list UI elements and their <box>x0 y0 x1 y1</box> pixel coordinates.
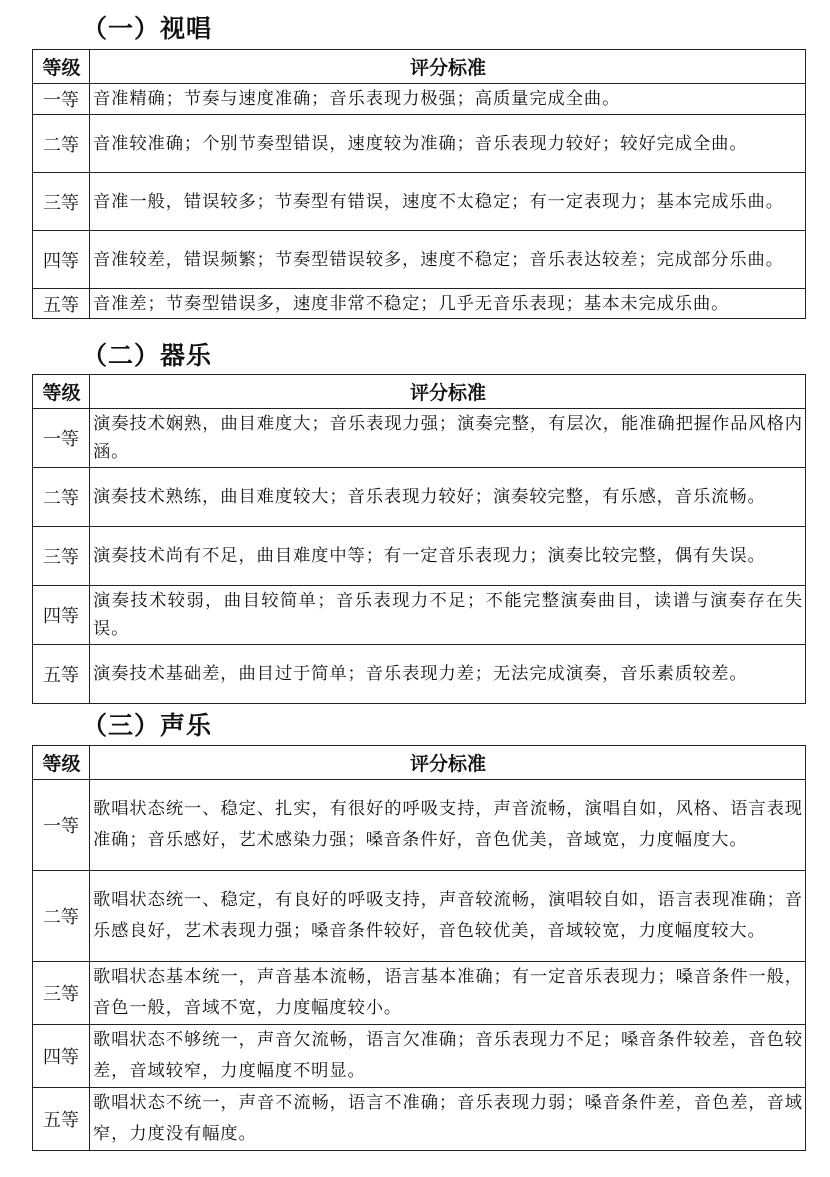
table-row <box>33 586 806 645</box>
header-level: 等级 <box>33 375 90 409</box>
level-cell: 一等 <box>33 409 90 468</box>
table-row <box>33 871 806 962</box>
criteria-cell: 音准精确；节奏与速度准确；音乐表现力极强；高质量完成全曲。 <box>90 84 806 115</box>
table-row <box>33 1025 806 1088</box>
criteria-cell: 歌唱状态不够统一，声音欠流畅，语言欠准确；音乐表现力不足；嗓音条件较差，音色较差，音域较窄，力度幅度不明显。 <box>90 1025 806 1088</box>
table-row <box>33 84 806 115</box>
criteria-cell: 歌唱状态统一、稳定，有良好的呼吸支持，声音较流畅，演唱较自如，语言表现准确；音乐感良好，艺术表现力强；嗓音条件较好，音色较优美，音域较宽，力度幅度较大。 <box>90 871 806 962</box>
level-cell: 二等 <box>33 115 90 173</box>
criteria-cell: 演奏技术尚有不足，曲目难度中等；有一定音乐表现力；演奏比较完整，偶有失误。 <box>90 527 806 586</box>
level-cell: 三等 <box>33 527 90 586</box>
level-cell: 四等 <box>33 586 90 645</box>
table-header-row <box>33 375 806 409</box>
criteria-cell: 音准一般，错误较多；节奏型有错误，速度不太稳定；有一定表现力；基本完成乐曲。 <box>90 173 806 231</box>
table-row <box>33 231 806 289</box>
level-cell: 一等 <box>33 84 90 115</box>
table-row <box>33 115 806 173</box>
section-title-vocal: （三）声乐 <box>82 711 213 740</box>
table-row <box>33 409 806 468</box>
level-cell: 五等 <box>33 289 90 319</box>
criteria-cell: 演奏技术娴熟，曲目难度大；音乐表现力强；演奏完整，有层次，能准确把握作品风格内涵。 <box>90 409 806 468</box>
criteria-cell: 演奏技术熟练，曲目难度较大；音乐表现力较好；演奏较完整，有乐感，音乐流畅。 <box>90 468 806 527</box>
table-row <box>33 962 806 1025</box>
level-cell: 三等 <box>33 173 90 231</box>
level-cell: 五等 <box>33 645 90 704</box>
criteria-cell: 歌唱状态不统一，声音不流畅，语言不准确；音乐表现力弱；嗓音条件差，音色差，音域窄，力度没有幅度。 <box>90 1088 806 1151</box>
criteria-cell: 演奏技术较弱，曲目较简单；音乐表现力不足；不能完整演奏曲目，读谱与演奏存在失误。 <box>90 586 806 645</box>
header-criteria: 评分标准 <box>90 375 806 409</box>
table-row <box>33 527 806 586</box>
table-row <box>33 780 806 871</box>
header-criteria: 评分标准 <box>90 746 806 780</box>
level-cell: 二等 <box>33 468 90 527</box>
section-title-sight-singing: （一）视唱 <box>82 14 213 43</box>
criteria-cell: 音准较差，错误频繁；节奏型错误较多，速度不稳定；音乐表达较差；完成部分乐曲。 <box>90 231 806 289</box>
table-row <box>33 468 806 527</box>
level-cell: 四等 <box>33 1025 90 1088</box>
table-row <box>33 173 806 231</box>
header-criteria: 评分标准 <box>90 50 806 84</box>
header-level: 等级 <box>33 746 90 780</box>
grading-table-vocal <box>32 745 806 1151</box>
criteria-cell: 歌唱状态基本统一，声音基本流畅，语言基本准确；有一定音乐表现力；嗓音条件一般，音色一般，音域不宽，力度幅度较小。 <box>90 962 806 1025</box>
level-cell: 四等 <box>33 231 90 289</box>
criteria-cell: 音准较准确；个别节奏型错误，速度较为准确；音乐表现力较好；较好完成全曲。 <box>90 115 806 173</box>
grading-table-sight-singing <box>32 49 806 319</box>
criteria-cell: 歌唱状态统一、稳定、扎实，有很好的呼吸支持，声音流畅，演唱自如，风格、语言表现准确；音乐感好，艺术感染力强；嗓音条件好，音色优美，音域宽，力度幅度大。 <box>90 780 806 871</box>
table-row <box>33 645 806 704</box>
level-cell: 五等 <box>33 1088 90 1151</box>
section-title-instrumental: （二）器乐 <box>82 341 213 370</box>
table-header-row <box>33 746 806 780</box>
table-row <box>33 1088 806 1151</box>
header-level: 等级 <box>33 50 90 84</box>
level-cell: 三等 <box>33 962 90 1025</box>
level-cell: 一等 <box>33 780 90 871</box>
criteria-cell: 演奏技术基础差，曲目过于简单；音乐表现力差；无法完成演奏，音乐素质较差。 <box>90 645 806 704</box>
criteria-cell: 音准差；节奏型错误多，速度非常不稳定；几乎无音乐表现；基本未完成乐曲。 <box>90 289 806 319</box>
table-row <box>33 289 806 319</box>
table-header-row <box>33 50 806 84</box>
grading-table-instrumental <box>32 374 806 704</box>
level-cell: 二等 <box>33 871 90 962</box>
